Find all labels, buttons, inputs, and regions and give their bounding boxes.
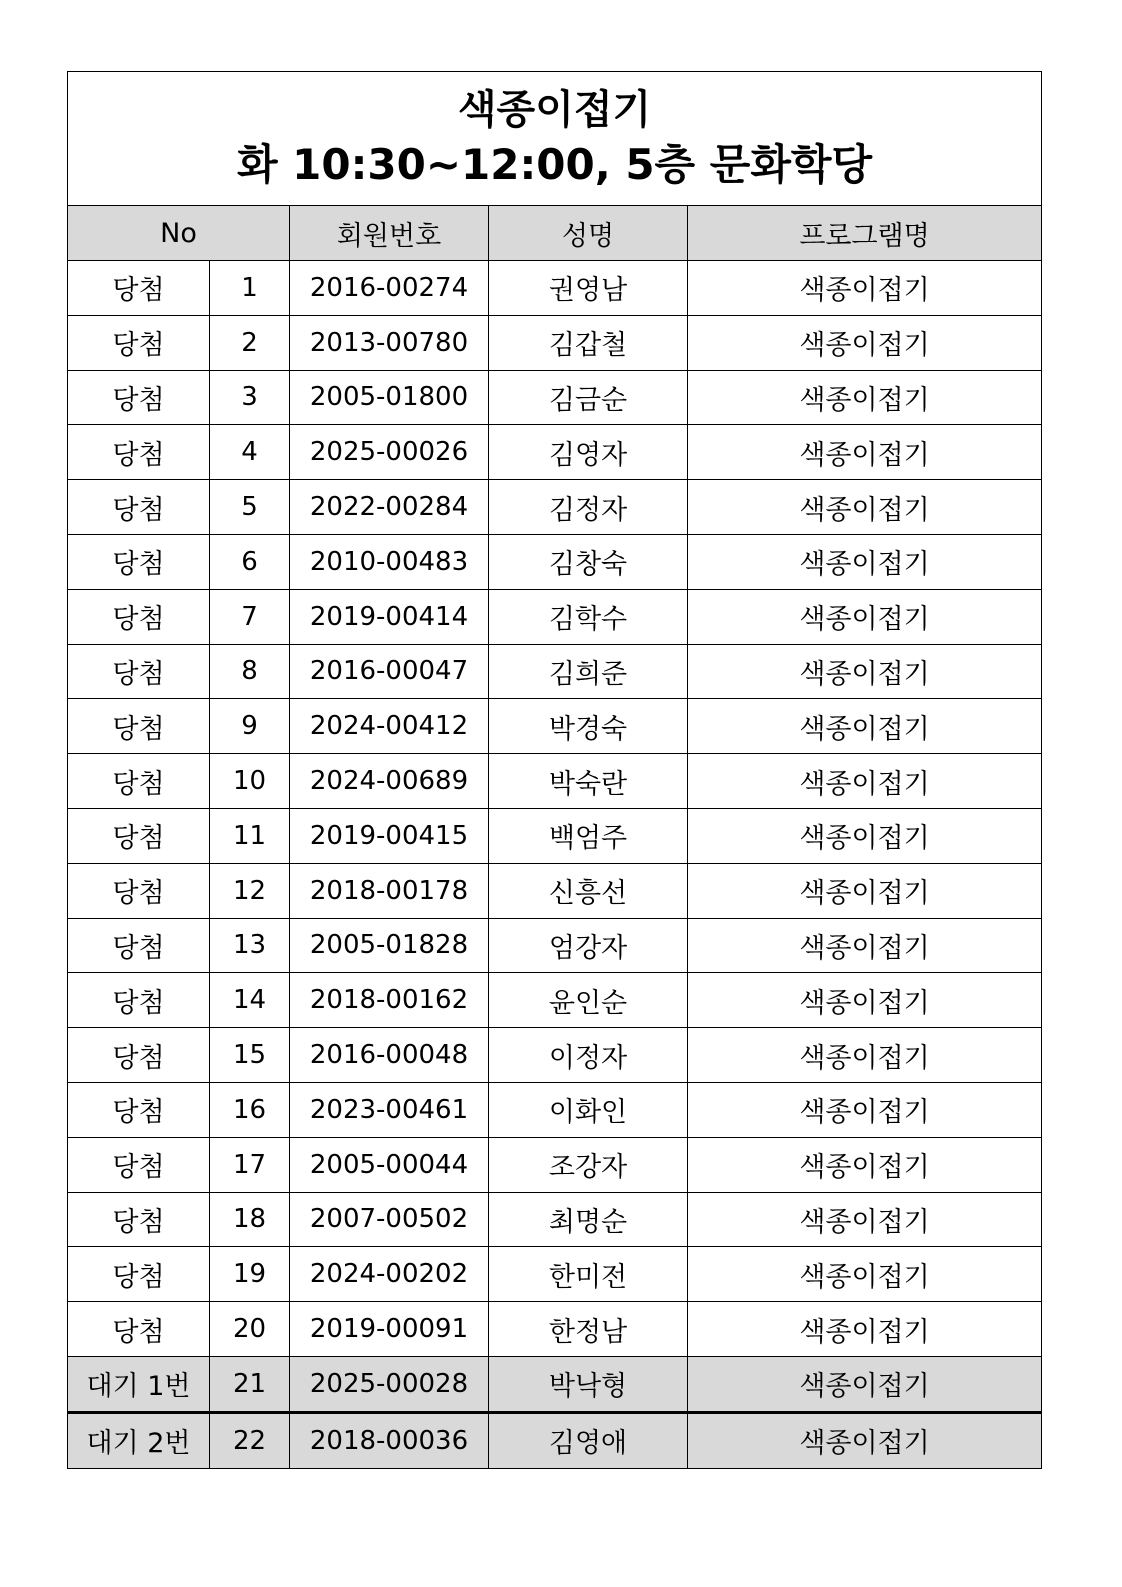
status-cell: 당첨 (68, 1028, 210, 1083)
program-cell: 색종이접기 (688, 1412, 1042, 1468)
program-cell: 색종이접기 (688, 1247, 1042, 1302)
name-cell: 조강자 (489, 1137, 688, 1192)
member-id-cell: 2019-00414 (290, 589, 489, 644)
header-name: 성명 (489, 206, 688, 261)
status-cell: 당첨 (68, 261, 210, 316)
status-cell: 당첨 (68, 808, 210, 863)
program-cell: 색종이접기 (688, 754, 1042, 809)
member-id-cell: 2016-00048 (290, 1028, 489, 1083)
header-row (68, 206, 1042, 261)
member-id-cell: 2025-00026 (290, 425, 489, 480)
program-cell: 색종이접기 (688, 1302, 1042, 1357)
seq-cell: 11 (210, 808, 290, 863)
table-title (68, 72, 1042, 206)
table-row (68, 808, 1042, 863)
schedule-subtitle: 화 10:30~12:00, 5층 문화학당 (236, 140, 873, 190)
seq-cell: 5 (210, 480, 290, 535)
table-row (68, 863, 1042, 918)
table-row (68, 589, 1042, 644)
table-row (68, 1302, 1042, 1357)
member-id-cell: 2018-00178 (290, 863, 489, 918)
member-id-cell: 2024-00689 (290, 754, 489, 809)
member-id-cell: 2023-00461 (290, 1082, 489, 1137)
program-cell: 색종이접기 (688, 370, 1042, 425)
table-row (68, 973, 1042, 1028)
seq-cell: 13 (210, 918, 290, 973)
status-cell: 당첨 (68, 315, 210, 370)
name-cell: 김정자 (489, 480, 688, 535)
member-id-cell: 2024-00202 (290, 1247, 489, 1302)
seq-cell: 18 (210, 1192, 290, 1247)
member-id-cell: 2005-00044 (290, 1137, 489, 1192)
name-cell: 박경숙 (489, 699, 688, 754)
member-id-cell: 2022-00284 (290, 480, 489, 535)
program-cell: 색종이접기 (688, 973, 1042, 1028)
table-row (68, 699, 1042, 754)
name-cell: 김갑철 (489, 315, 688, 370)
seq-cell: 3 (210, 370, 290, 425)
lottery-result-table (67, 71, 1042, 1469)
table-row (68, 754, 1042, 809)
status-cell: 당첨 (68, 644, 210, 699)
program-cell: 색종이접기 (688, 1192, 1042, 1247)
seq-cell: 7 (210, 589, 290, 644)
name-cell: 김학수 (489, 589, 688, 644)
program-cell: 색종이접기 (688, 699, 1042, 754)
name-cell: 이정자 (489, 1028, 688, 1083)
table-row (68, 1028, 1042, 1083)
name-cell: 최명순 (489, 1192, 688, 1247)
table-row (68, 534, 1042, 589)
member-id-cell: 2018-00036 (290, 1412, 489, 1468)
program-cell: 색종이접기 (688, 1137, 1042, 1192)
status-cell: 당첨 (68, 1247, 210, 1302)
program-cell: 색종이접기 (688, 1028, 1042, 1083)
status-cell: 당첨 (68, 863, 210, 918)
table-row (68, 315, 1042, 370)
seq-cell: 1 (210, 261, 290, 316)
name-cell: 한미전 (489, 1247, 688, 1302)
name-cell: 백엄주 (489, 808, 688, 863)
status-cell: 대기 2번 (68, 1412, 210, 1468)
name-cell: 김영애 (489, 1412, 688, 1468)
name-cell: 이화인 (489, 1082, 688, 1137)
name-cell: 윤인순 (489, 973, 688, 1028)
program-cell: 색종이접기 (688, 589, 1042, 644)
seq-cell: 16 (210, 1082, 290, 1137)
member-id-cell: 2010-00483 (290, 534, 489, 589)
status-cell: 당첨 (68, 699, 210, 754)
seq-cell: 15 (210, 1028, 290, 1083)
program-cell: 색종이접기 (688, 1082, 1042, 1137)
seq-cell: 2 (210, 315, 290, 370)
header-program: 프로그램명 (688, 206, 1042, 261)
seq-cell: 21 (210, 1356, 290, 1412)
seq-cell: 9 (210, 699, 290, 754)
name-cell: 김영자 (489, 425, 688, 480)
name-cell: 한정남 (489, 1302, 688, 1357)
status-cell: 당첨 (68, 1302, 210, 1357)
program-cell: 색종이접기 (688, 261, 1042, 316)
table-row (68, 918, 1042, 973)
program-cell: 색종이접기 (688, 534, 1042, 589)
status-cell: 당첨 (68, 480, 210, 535)
program-cell: 색종이접기 (688, 918, 1042, 973)
seq-cell: 8 (210, 644, 290, 699)
member-id-cell: 2024-00412 (290, 699, 489, 754)
seq-cell: 14 (210, 973, 290, 1028)
member-id-cell: 2005-01800 (290, 370, 489, 425)
program-cell: 색종이접기 (688, 315, 1042, 370)
status-cell: 당첨 (68, 534, 210, 589)
seq-cell: 4 (210, 425, 290, 480)
waitlist-row (68, 1356, 1042, 1412)
table-row (68, 1192, 1042, 1247)
member-id-cell: 2013-00780 (290, 315, 489, 370)
table-row (68, 480, 1042, 535)
table-row (68, 370, 1042, 425)
status-cell: 당첨 (68, 1137, 210, 1192)
status-cell: 당첨 (68, 973, 210, 1028)
member-id-cell: 2005-01828 (290, 918, 489, 973)
program-cell: 색종이접기 (688, 425, 1042, 480)
program-title: 색종이접기 (457, 87, 652, 134)
member-id-cell: 2016-00047 (290, 644, 489, 699)
status-cell: 당첨 (68, 1192, 210, 1247)
name-cell: 권영남 (489, 261, 688, 316)
name-cell: 신흥선 (489, 863, 688, 918)
name-cell: 김금순 (489, 370, 688, 425)
seq-cell: 10 (210, 754, 290, 809)
status-cell: 당첨 (68, 918, 210, 973)
waitlist-row (68, 1412, 1042, 1468)
name-cell: 박낙형 (489, 1356, 688, 1412)
seq-cell: 19 (210, 1247, 290, 1302)
table-row (68, 261, 1042, 316)
member-id-cell: 2019-00091 (290, 1302, 489, 1357)
seq-cell: 20 (210, 1302, 290, 1357)
header-no: No (68, 206, 290, 261)
status-cell: 당첨 (68, 589, 210, 644)
name-cell: 엄강자 (489, 918, 688, 973)
status-cell: 당첨 (68, 754, 210, 809)
member-id-cell: 2018-00162 (290, 973, 489, 1028)
member-id-cell: 2019-00415 (290, 808, 489, 863)
status-cell: 당첨 (68, 425, 210, 480)
name-cell: 박숙란 (489, 754, 688, 809)
status-cell: 당첨 (68, 370, 210, 425)
table-row (68, 644, 1042, 699)
seq-cell: 17 (210, 1137, 290, 1192)
member-id-cell: 2007-00502 (290, 1192, 489, 1247)
header-member-id: 회원번호 (290, 206, 489, 261)
member-id-cell: 2025-00028 (290, 1356, 489, 1412)
table-row (68, 425, 1042, 480)
title-row (68, 72, 1042, 206)
status-cell: 대기 1번 (68, 1356, 210, 1412)
program-cell: 색종이접기 (688, 863, 1042, 918)
name-cell: 김희준 (489, 644, 688, 699)
program-cell: 색종이접기 (688, 1356, 1042, 1412)
table-row (68, 1137, 1042, 1192)
status-cell: 당첨 (68, 1082, 210, 1137)
seq-cell: 6 (210, 534, 290, 589)
table-row (68, 1247, 1042, 1302)
seq-cell: 22 (210, 1412, 290, 1468)
table-row (68, 1082, 1042, 1137)
member-id-cell: 2016-00274 (290, 261, 489, 316)
program-cell: 색종이접기 (688, 644, 1042, 699)
name-cell: 김창숙 (489, 534, 688, 589)
seq-cell: 12 (210, 863, 290, 918)
program-cell: 색종이접기 (688, 808, 1042, 863)
program-cell: 색종이접기 (688, 480, 1042, 535)
